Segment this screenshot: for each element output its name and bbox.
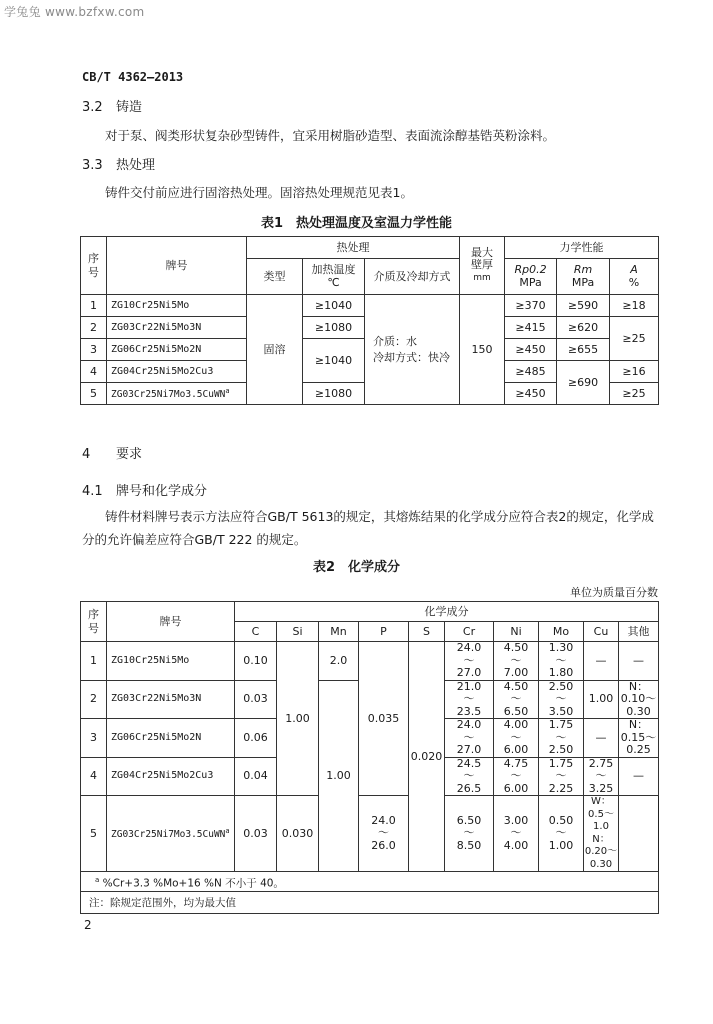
range-tilde: ～ [595, 769, 607, 782]
range-min: 6.50 [456, 813, 482, 827]
table-row [81, 295, 659, 317]
range-min: 0.50 [548, 813, 574, 827]
t1-type: 固溶 [247, 295, 303, 405]
t2-footnote [81, 872, 659, 892]
footnote-text: %Cr+3.3 %Mo+16 %N 不小于 40。 [102, 877, 284, 890]
t1-temp: ≥1080 [303, 383, 365, 405]
range-tilde: ～ [463, 730, 475, 744]
t2-header-cr: Cr [445, 622, 494, 642]
table-footnote-row [81, 872, 659, 892]
range-min: 4.00 [503, 718, 529, 731]
section-number: 4.1 [82, 484, 103, 499]
t2-note: 注：除规定范围外，均为最大值 [81, 892, 659, 914]
other-line: 0.30 [589, 858, 613, 870]
t2-header-c: C [235, 622, 277, 642]
header-line: 加热温度 [311, 263, 356, 276]
table1-caption: 表1 热处理温度及室温力学性能 [260, 216, 453, 231]
t2-mo [539, 642, 584, 681]
footnote-mark: a [225, 827, 230, 836]
header-line: Rp0.2 [514, 263, 547, 276]
t2-header-chem: 化学成分 [235, 602, 659, 622]
range-min: 24.0 [456, 641, 482, 654]
t2-other [619, 680, 659, 719]
range-max: 1.80 [548, 666, 574, 679]
t1-grade: ZG10Cr25Ni5Mo [107, 295, 247, 317]
page-number: 2 [84, 918, 92, 932]
t1-rp: ≥370 [505, 295, 557, 317]
range-max: 6.50 [503, 704, 529, 718]
t1-header-medium: 介质及冷却方式 [365, 259, 460, 295]
header-unit: % [628, 275, 640, 289]
t2-mn: 2.0 [319, 642, 359, 681]
t1-seq: 4 [81, 361, 107, 383]
t1-header-mech: 力学性能 [505, 237, 659, 259]
t2-header-ni: Ni [494, 622, 539, 642]
range-max: 26.0 [371, 838, 396, 852]
range-tilde: ～ [555, 730, 567, 744]
range-max: 3.50 [548, 704, 574, 718]
range-max: 26.5 [456, 781, 482, 795]
t2-cr [445, 757, 494, 796]
range-max: 27.0 [456, 743, 482, 756]
t1-header-grade: 牌号 [107, 237, 247, 295]
t2-seq: 4 [81, 757, 107, 796]
section-title: 铸造 [116, 100, 143, 115]
medium-line: 冷却方式：快冷 [373, 350, 450, 364]
t1-header-heating-temp [303, 259, 365, 295]
t2-ni [494, 719, 539, 758]
t2-header-other: 其他 [619, 622, 659, 642]
t2-cu [539, 796, 584, 872]
t2-grade [107, 796, 235, 872]
table-note-row [81, 892, 659, 914]
range-tilde: ～ [510, 692, 522, 705]
range-tilde: ～ [510, 769, 522, 782]
range-tilde: ～ [555, 653, 567, 667]
t1-a: ≥25 [610, 317, 659, 361]
t1-rp: ≥485 [505, 361, 557, 383]
range-tilde: ～ [555, 769, 567, 782]
t2-other: — [619, 757, 659, 796]
range-tilde: ～ [463, 826, 475, 840]
range-min: 24.0 [456, 718, 482, 731]
t1-temp: ≥1040 [303, 295, 365, 317]
range-max: 3.25 [588, 781, 614, 795]
header-unit: MPa [571, 275, 595, 289]
section-3-3-heading [82, 154, 155, 173]
t2-cu: 1.00 [584, 680, 619, 719]
range-min: 1.75 [548, 718, 574, 731]
t2-header-si: Si [277, 622, 319, 642]
range-max: 7.00 [503, 666, 529, 679]
table2 [80, 601, 659, 914]
t2-mo [539, 757, 584, 796]
header-line: 壁厚 [471, 258, 494, 272]
header-label: 序号 [88, 251, 99, 279]
t2-mo [539, 680, 584, 719]
other-line: N：0.10～ [620, 679, 657, 705]
t2-ni [494, 642, 539, 681]
t1-temp: ≥1040 [303, 339, 365, 383]
table2-caption: 表2 化学成分 [312, 560, 401, 575]
t2-mo [539, 719, 584, 758]
footnote-mark: a [95, 875, 100, 884]
section-title: 要求 [116, 447, 143, 462]
other-line: 1.0 [593, 821, 609, 832]
t1-rm: ≥620 [557, 317, 610, 339]
t1-rm: ≥655 [557, 339, 610, 361]
grade-text: ZG03Cr25Ni7Mo3.5CuWN [111, 389, 226, 401]
t2-header-mn: Mn [319, 622, 359, 642]
range-min: 4.50 [503, 641, 529, 654]
section-title: 热处理 [116, 158, 156, 173]
other-line: 0.25 [626, 743, 651, 756]
t1-a: ≥16 [610, 361, 659, 383]
range-tilde: ～ [555, 826, 567, 840]
t1-header-max-wall [460, 237, 505, 295]
range-min: 4.50 [503, 679, 529, 693]
t1-a: ≥25 [610, 383, 659, 405]
range-tilde: ～ [510, 730, 522, 744]
range-tilde: ～ [378, 826, 389, 840]
range-min: 3.00 [503, 813, 529, 827]
t1-seq: 3 [81, 339, 107, 361]
t2-header-s: S [409, 622, 445, 642]
range-max: 6.00 [503, 781, 529, 795]
t1-grade [107, 383, 247, 405]
section-number: 3.2 [82, 100, 103, 115]
range-max: 2.50 [548, 743, 574, 756]
t1-seq: 1 [81, 295, 107, 317]
t1-header-type: 类型 [247, 259, 303, 295]
t2-header-mo: Mo [539, 622, 584, 642]
t1-header-seq [81, 237, 107, 295]
t2-cu [584, 757, 619, 796]
range-min: 2.75 [588, 756, 614, 770]
t2-c: 0.04 [235, 757, 277, 796]
t2-header-p: P [359, 622, 409, 642]
t1-header-rp [505, 259, 557, 295]
t2-seq: 5 [81, 796, 107, 872]
t2-grade: ZG04Cr25Ni5Mo2Cu3 [107, 757, 235, 796]
range-max: 4.00 [503, 838, 529, 852]
t2-other: — [619, 642, 659, 681]
t1-seq: 5 [81, 383, 107, 405]
section-4-heading [82, 443, 142, 462]
table2-unit-note: 单位为质量百分数 [570, 586, 658, 599]
section-3-3-text: 铸件交付前应进行固溶热处理。固溶热处理规范见表1。 [105, 185, 413, 200]
t2-c: 0.10 [235, 642, 277, 681]
t2-other [584, 796, 619, 872]
table1 [80, 236, 659, 405]
t1-rp: ≥450 [505, 383, 557, 405]
range-min: 24.0 [371, 813, 396, 827]
header-label: 序号 [88, 607, 99, 635]
t2-s: 0.020 [409, 642, 445, 872]
range-max: 8.50 [456, 838, 482, 852]
t2-seq: 3 [81, 719, 107, 758]
other-line: 0.30 [626, 704, 651, 718]
section-number: 3.3 [82, 158, 103, 173]
t2-other [619, 719, 659, 758]
t1-seq: 2 [81, 317, 107, 339]
t1-medium [365, 295, 460, 405]
range-tilde: ～ [510, 826, 522, 840]
t2-header-seq [81, 602, 107, 642]
range-min: 2.50 [548, 679, 574, 693]
section-3-2-text: 对于泵、阀类形状复杂砂型铸件，宜采用树脂砂造型、表面流涂醇基锆英粉涂料。 [105, 128, 556, 143]
t1-rp: ≥415 [505, 317, 557, 339]
section-title: 牌号和化学成分 [116, 484, 208, 499]
t1-grade: ZG06Cr25Ni5Mo2N [107, 339, 247, 361]
range-tilde: ～ [463, 653, 475, 667]
t1-rm: ≥690 [557, 361, 610, 405]
range-max: 1.00 [548, 838, 574, 852]
t2-p: 0.030 [277, 796, 319, 872]
range-max: 27.0 [456, 666, 482, 679]
range-tilde: ～ [510, 653, 522, 667]
header-unit: MPa [519, 275, 542, 289]
t2-cr [359, 796, 409, 872]
medium-line: 介质：水 [373, 334, 417, 348]
range-min: 1.75 [548, 756, 574, 770]
table-row [81, 642, 659, 681]
section-4-1-text: 铸件材料牌号表示方法应符合GB/T 5613的规定，其熔炼结果的化学成分应符合表2的规定，化学成分的允许偏差应符合GB/T 222 的规定。 [82, 509, 654, 547]
t1-rp: ≥450 [505, 339, 557, 361]
t1-rm: ≥590 [557, 295, 610, 317]
t1-header-a [610, 259, 659, 295]
t1-header-heat-treatment: 热处理 [247, 237, 460, 259]
standard-number: CB/T 4362—2013 [82, 70, 184, 84]
range-min: 21.0 [456, 679, 482, 693]
t2-cu: — [584, 642, 619, 681]
t2-seq: 2 [81, 680, 107, 719]
footnote-mark: a [225, 387, 230, 396]
t2-si: 1.00 [277, 642, 319, 796]
t2-ni [494, 757, 539, 796]
range-max: 23.5 [456, 704, 482, 718]
section-3-2-heading [82, 96, 142, 115]
t2-cr [445, 680, 494, 719]
header-unit: ℃ [327, 275, 340, 289]
t1-grade: ZG04Cr25Ni5Mo2Cu3 [107, 361, 247, 383]
t1-grade: ZG03Cr22Ni5Mo3N [107, 317, 247, 339]
other-line: N：0.15～ [620, 718, 657, 744]
t1-a: ≥18 [610, 295, 659, 317]
t2-cr [445, 719, 494, 758]
t2-c: 0.03 [235, 680, 277, 719]
section-4-1-heading [82, 480, 207, 499]
range-min: 1.30 [548, 641, 574, 654]
t2-c: 0.03 [235, 796, 277, 872]
header-line: 最大 [471, 245, 494, 259]
range-min: 4.75 [503, 756, 529, 770]
t2-c: 0.06 [235, 719, 277, 758]
t2-ni [445, 796, 494, 872]
t1-header-rm [557, 259, 610, 295]
t2-header-grade: 牌号 [107, 602, 235, 642]
t2-mn: 1.00 [319, 680, 359, 872]
range-max: 6.00 [503, 743, 529, 756]
header-line: Rm [573, 263, 593, 276]
range-tilde: ～ [555, 692, 567, 705]
t2-cu: — [584, 719, 619, 758]
t2-cr [445, 642, 494, 681]
section-number: 4 [82, 447, 91, 462]
range-min: 24.5 [456, 756, 482, 770]
range-tilde: ～ [463, 692, 475, 705]
other-line: W：0.5～ [588, 796, 614, 820]
t2-seq: 1 [81, 642, 107, 681]
t2-mo [494, 796, 539, 872]
table-row [81, 796, 659, 872]
range-max: 2.25 [548, 781, 574, 795]
t2-grade: ZG06Cr25Ni5Mo2N [107, 719, 235, 758]
t2-grade: ZG10Cr25Ni5Mo [107, 642, 235, 681]
t2-grade: ZG03Cr22Ni5Mo3N [107, 680, 235, 719]
header-line: A [630, 263, 638, 276]
other-line: N：0.20～ [584, 833, 618, 857]
grade-text: ZG03Cr25Ni7Mo3.5CuWN [111, 829, 226, 841]
t1-temp: ≥1080 [303, 317, 365, 339]
range-tilde: ～ [463, 769, 475, 782]
t1-max-wall: 150 [460, 295, 505, 405]
t2-p: 0.035 [359, 642, 409, 796]
header-unit: mm [473, 272, 491, 283]
watermark: 学兔兔 www.bzfxw.com [4, 5, 145, 19]
t2-header-cu: Cu [584, 622, 619, 642]
t2-ni [494, 680, 539, 719]
